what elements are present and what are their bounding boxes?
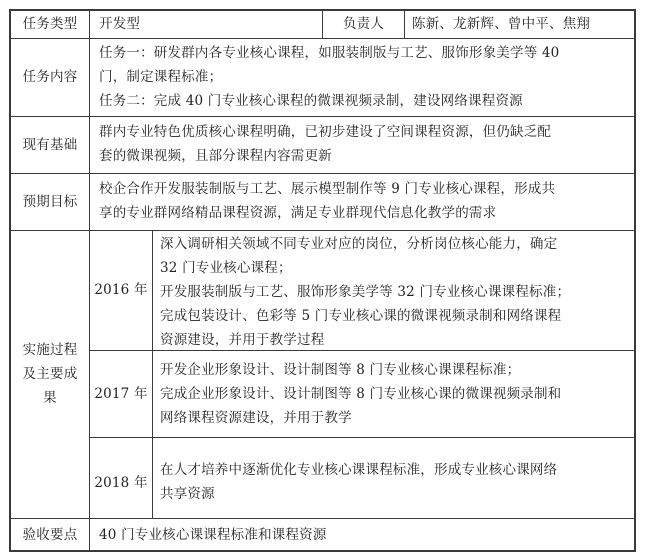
year-2018-line: 在人才培养中逐渐优化专业核心课课程标准，形成专业核心课网络: [160, 462, 558, 478]
expected-goal-line: 享的专业群网络精品课程资源，满足专业群现代信息化教学的需求: [99, 205, 497, 221]
task-content-line: 任务一：研发群内各专业核心课程，如服装制版与工艺、服饰形象美学等 40: [99, 45, 560, 61]
expected-goal-value: [99, 177, 631, 225]
year-2016-label: 2016 年: [94, 282, 148, 298]
year-2018-line: 共享资源: [160, 486, 215, 502]
implementation-label-line: 实施过程: [22, 342, 78, 358]
task-type-label: 任务类型: [22, 16, 78, 32]
year-2017-line: 网络课程资源建设，并用于教学: [160, 410, 352, 426]
current-basis-line: 套的微课视频，且部分课程内容需更新: [99, 148, 332, 164]
year-2017-label: 2017 年: [94, 386, 148, 402]
current-basis-line: 群内专业特色优质核心课程明确，已初步建设了空间课程资源，但仍缺乏配: [99, 124, 552, 140]
task-content-value: [99, 41, 631, 113]
year-2016-line: 32 门专业核心课程；: [160, 260, 292, 276]
expected-goal-label: 预期目标: [22, 194, 78, 210]
current-basis-label: 现有基础: [22, 137, 78, 153]
row-divider: [9, 116, 636, 117]
expected-goal-line: 校企合作开发服装制版与工艺、展示模型制作等 9 门专业核心课程，形成共: [99, 181, 556, 197]
row-divider: [9, 518, 636, 519]
year-2018-label: 2018 年: [94, 475, 148, 491]
task-type-value: 开发型: [99, 16, 141, 32]
year-2018-content: [160, 458, 632, 506]
col-divider: [404, 9, 405, 39]
table-border-bottom: [9, 550, 636, 552]
year-row-divider: [89, 437, 636, 438]
year-2016-content: [160, 232, 632, 352]
current-basis-value: [99, 120, 631, 168]
implementation-label-line: 果: [43, 390, 57, 406]
year-2016-line: 资源建设，并用于教学过程: [160, 332, 325, 348]
year-2017-line: 开发企业形象设计、设计制图等 8 门专业核心课课程标准；: [160, 362, 521, 378]
owner-value: 陈新、龙新辉、曾中平、焦翔: [412, 16, 591, 32]
implementation-label: [11, 338, 89, 410]
year-2017-content: [160, 358, 632, 430]
row-divider: [9, 230, 636, 231]
year-2016-line: 开发服装制版与工艺、服饰形象美学等 32 门专业核心课课程标准；: [160, 284, 571, 300]
year-col-divider: [152, 230, 153, 519]
task-content-line: 门，制定课程标准；: [99, 69, 223, 85]
table-border-left: [9, 9, 11, 552]
task-content-label: 任务内容: [22, 69, 78, 85]
year-2017-line: 完成企业形象设计、设计制图等 8 门专业核心课的微课视频录制和: [160, 386, 562, 402]
row-divider: [9, 173, 636, 174]
implementation-label-line: 及主要成: [22, 366, 78, 382]
acceptance-value: 40 门专业核心课课程标准和课程资源: [99, 527, 327, 543]
table-border-right: [634, 9, 636, 552]
owner-label: 负责人: [342, 16, 385, 32]
year-2016-line: 完成包装设计、色彩等 5 门专业核心课的微课视频录制和网络课程: [160, 308, 562, 324]
acceptance-label: 验收要点: [22, 527, 78, 543]
task-content-line: 任务二：完成 40 门专业核心课程的微课视频录制，建设网络课程资源: [99, 93, 523, 109]
year-2016-line: 深入调研相关领域不同专业对应的岗位，分析岗位核心能力，确定: [160, 236, 558, 252]
